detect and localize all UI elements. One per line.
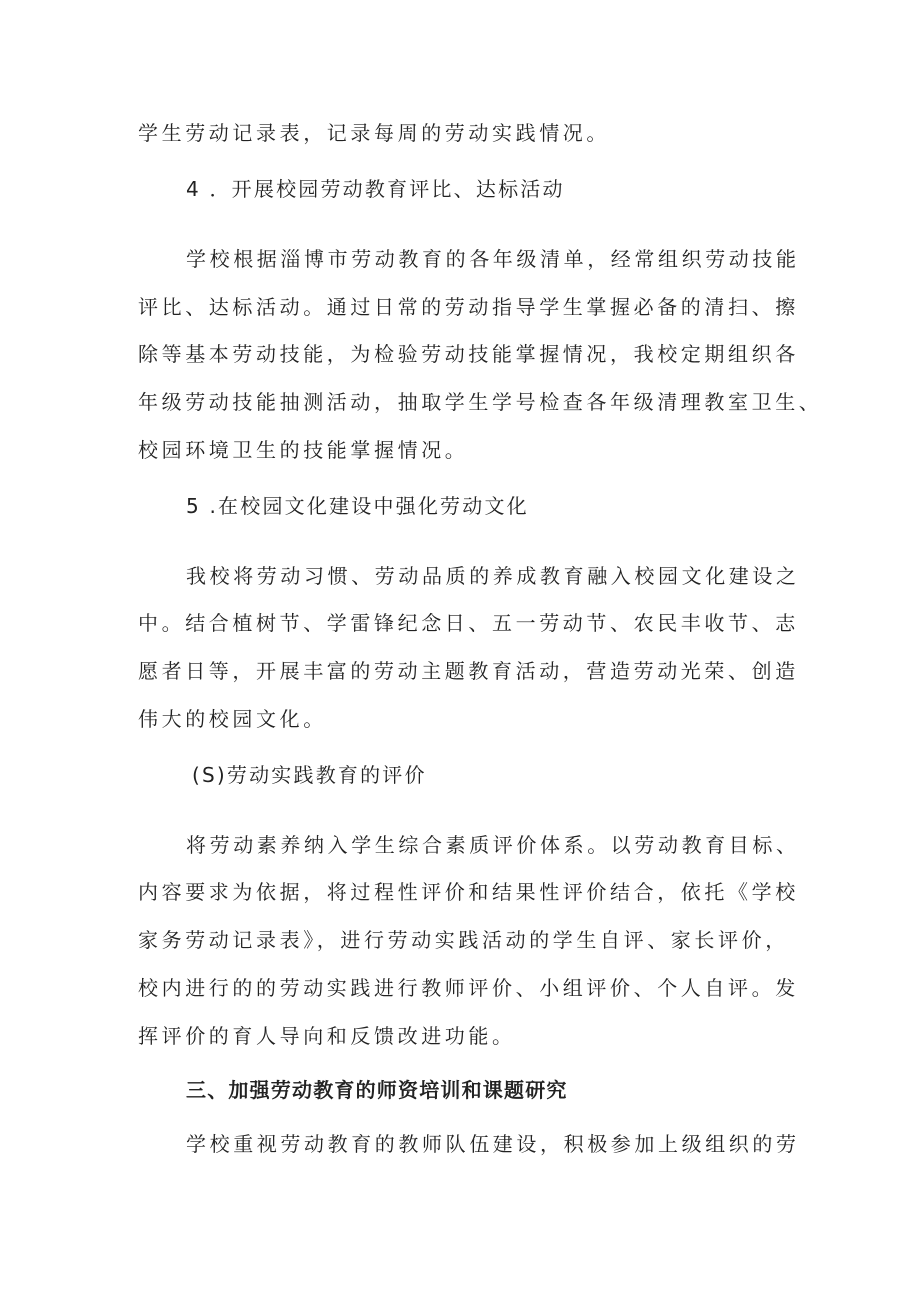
paragraph-line: 校园环境卫生的技能掌握情况。: [138, 438, 469, 462]
paragraph-line: 学校根据淄博市劳动教育的各年级清单，经常组织劳动技能: [186, 247, 800, 271]
paragraph-line: 学生劳动记录表，记录每周的劳动实践情况。: [138, 121, 610, 145]
paragraph-line: 内容要求为依据，将过程性评价和结果性评价结合，依托《学校: [138, 880, 799, 904]
paragraph-line: 愿者日等，开展丰富的劳动主题教育活动，营造劳动光荣、创造: [138, 659, 799, 683]
paragraph-line: 年级劳动技能抽测活动，抽取学生学号检查各年级清理教室卫生、: [138, 390, 823, 414]
paragraph-line: 我校将劳动习惯、劳动品质的养成教育融入校园文化建设之: [186, 564, 800, 588]
paragraph-line: 校内进行的的劳动实践进行教师评价、小组评价、个人自评。发: [138, 976, 799, 1000]
paragraph-line: 除等基本劳动技能，为检验劳动技能掌握情况，我校定期组织各: [138, 342, 799, 366]
paragraph-line: 评比、达标活动。通过日常的劳动指导学生掌握必备的清扫、擦: [138, 295, 799, 319]
subheading-5: 5 .在校园文化建设中强化劳动文化: [186, 494, 529, 518]
paragraph-line: 伟大的校园文化。: [138, 707, 327, 731]
paragraph-line: 学校重视劳动教育的教师队伍建设，积极参加上级组织的劳: [186, 1132, 800, 1156]
paragraph-line: 家务劳动记录表》，进行劳动实践活动的学生自评、家长评价，: [138, 928, 789, 952]
paragraph-line: 挥评价的育人导向和反馈改进功能。: [138, 1024, 516, 1048]
paragraph-line: 将劳动素养纳入学生综合素质评价体系。以劳动教育目标、: [186, 833, 800, 857]
section-heading-3: 三、加强劳动教育的师资培训和课题研究: [186, 1078, 568, 1102]
subheading-4: 4 ．开展校园劳动教育评比、达标活动: [186, 177, 565, 201]
subheading-s: (S)劳动实践教育的评价: [192, 763, 427, 787]
paragraph-line: 中。结合植树节、学雷锋纪念日、五一劳动节、农民丰收节、志: [138, 611, 799, 635]
